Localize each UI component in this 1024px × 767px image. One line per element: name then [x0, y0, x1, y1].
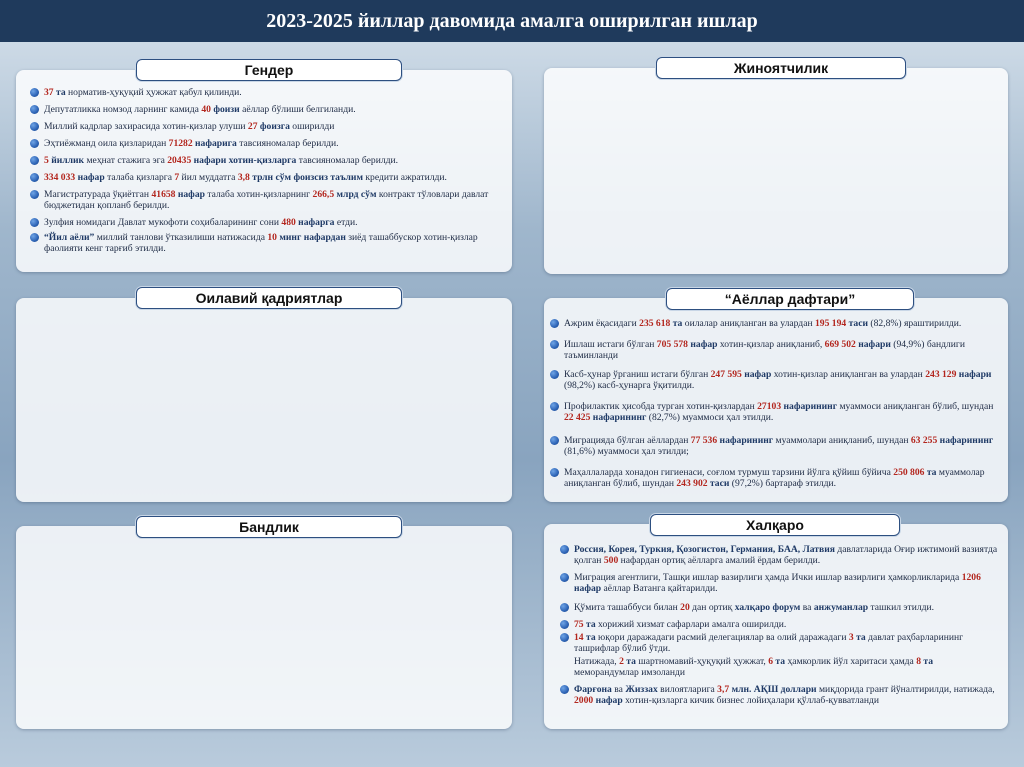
- list-item: Фарғона ва Жиззах вилоятларига 3,7 млн. АҚШ доллари миқдорида грант йўналтирилди, натижада, 2000 нафар хотин-қизларга кичик бизнес лойиҳалари қўллаб-қувватланди: [560, 684, 1000, 706]
- list-item: Миграцияда бўлган аёллардан 77 536 нафарининг муаммолари аниқланиб, шундан 63 255 нафарининг (81,6%) муаммоси ҳал этилди;: [550, 435, 998, 457]
- international-list: [560, 544, 1000, 712]
- list-item: Маҳаллаларда хонадон гигиенаси, соғлом турмуш тарзини йўлга қўйиш бўйича 250 806 та муаммолар аниқланган бўлиб, шундан 243 902 таси (97,2%) бартараф этилди.: [550, 467, 998, 489]
- crime-panel-title: Жиноятчилик: [656, 57, 906, 79]
- list-item: Қўмита ташаббуси билан 20 дан ортиқ халқаро форум ва анжуманлар ташкил этилди.: [560, 602, 1000, 613]
- gender-panel-title: Гендер: [136, 59, 402, 81]
- family-values-panel-title: Оилавий қадриятлар: [136, 287, 402, 309]
- gender-list: [30, 87, 506, 258]
- women-book-list: [550, 318, 998, 497]
- list-item: Миграция агентлиги, Ташқи ишлар вазирлиги ҳамда Ички ишлар вазирлиги ҳамкорликларида 1206 нафар аёллар Ватанга қайтарилди.: [560, 572, 1000, 594]
- list-item: 37 та норматив-ҳуқуқий ҳужжат қабул қилинди.: [30, 87, 506, 98]
- list-item: 5 йиллик меҳнат стажига эга 20435 нафари хотин-қизларга тавсияномалар берилди.: [30, 155, 506, 166]
- list-item: Натижада, 2 та шартномавий-ҳуқуқий ҳужжат, 6 та ҳамкорлик йўл харитаси ҳамда 8 та меморандумлар имзоланди: [574, 656, 934, 678]
- women-book-panel-title: “Аёллар дафтари”: [666, 288, 914, 310]
- list-item: “Йил аёли” миллий танлови ўтказилиши натижасида 10 минг нафардан зиёд ташаббускор хотин-қизлар фаолияти кенг тарғиб этилди.: [30, 232, 506, 254]
- list-item: Депутатликка номзод ларнинг камида 40 фоизи аёллар бўлиши белгиланди.: [30, 104, 506, 115]
- list-item: 14 та юқори даражадаги расмий делегациялар ва олий даражадаги 3 та давлат раҳбарларининг ташрифлар бўлиб ўтди.: [560, 632, 1000, 654]
- list-item: 334 033 нафар талаба қизларга 7 йил муддатга 3,8 трлн сўм фоизсиз таълим кредити ажратилди.: [30, 172, 506, 183]
- family-values-panel: [16, 298, 512, 502]
- crime-panel: [544, 68, 1008, 274]
- header-bar: [0, 0, 1024, 42]
- list-item: Ишлаш истаги бўлган 705 578 нафар хотин-қизлар аниқланиб, 669 502 нафари (94,9%) бандлиги таъминланди: [550, 339, 998, 361]
- employment-panel-title: Бандлик: [136, 516, 402, 538]
- list-item: Зулфия номидаги Давлат мукофоти соҳибаларининг сони 480 нафарга етди.: [30, 217, 506, 228]
- international-panel-title: Халқаро: [650, 514, 900, 536]
- list-item: Миллий кадрлар захирасида хотин-қизлар улуши 27 фоизга оширилди: [30, 121, 506, 132]
- list-item: Ажрим ёқасидаги 235 618 та оилалар аниқланган ва улардан 195 194 таси (82,8%) яраштирилди.: [550, 318, 998, 329]
- list-item: Профилактик ҳисобда турган хотин-қизлардан 27103 нафарининг муаммоси аниқланган бўлиб, шундан 22 425 нафарининг (82,7%) муаммоси ҳал этилди.: [550, 401, 998, 423]
- list-item: 75 та хорижий хизмат сафарлари амалга оширилди.: [560, 619, 1000, 630]
- list-item: Эҳтиёжманд оила қизларидан 71282 нафарига тавсияномалар берилди.: [30, 138, 506, 149]
- list-item: Россия, Корея, Туркия, Қозогистон, Германия, БАА, Латвия давлатларида Оғир ижтимоий вазиятда қолган 500 нафардан ортиқ аёлларга амалий ёрдам берилди.: [560, 544, 1000, 566]
- page-title: 2023-2025 йиллар давомида амалга оширилган ишлар: [266, 9, 758, 32]
- list-item: Магистратурада ўқиётган 41658 нафар талаба хотин-қизларнинг 266,5 млрд сўм контракт тўловлари давлат бюджетидан қопланб берилди.: [30, 189, 506, 211]
- employment-panel: [16, 526, 512, 729]
- list-item: Касб-ҳунар ўрганиш истаги бўлган 247 595 нафар хотин-қизлар аниқланган ва улардан 243 129 нафари (98,2%) касб-ҳунарга ўқитилди.: [550, 369, 998, 391]
